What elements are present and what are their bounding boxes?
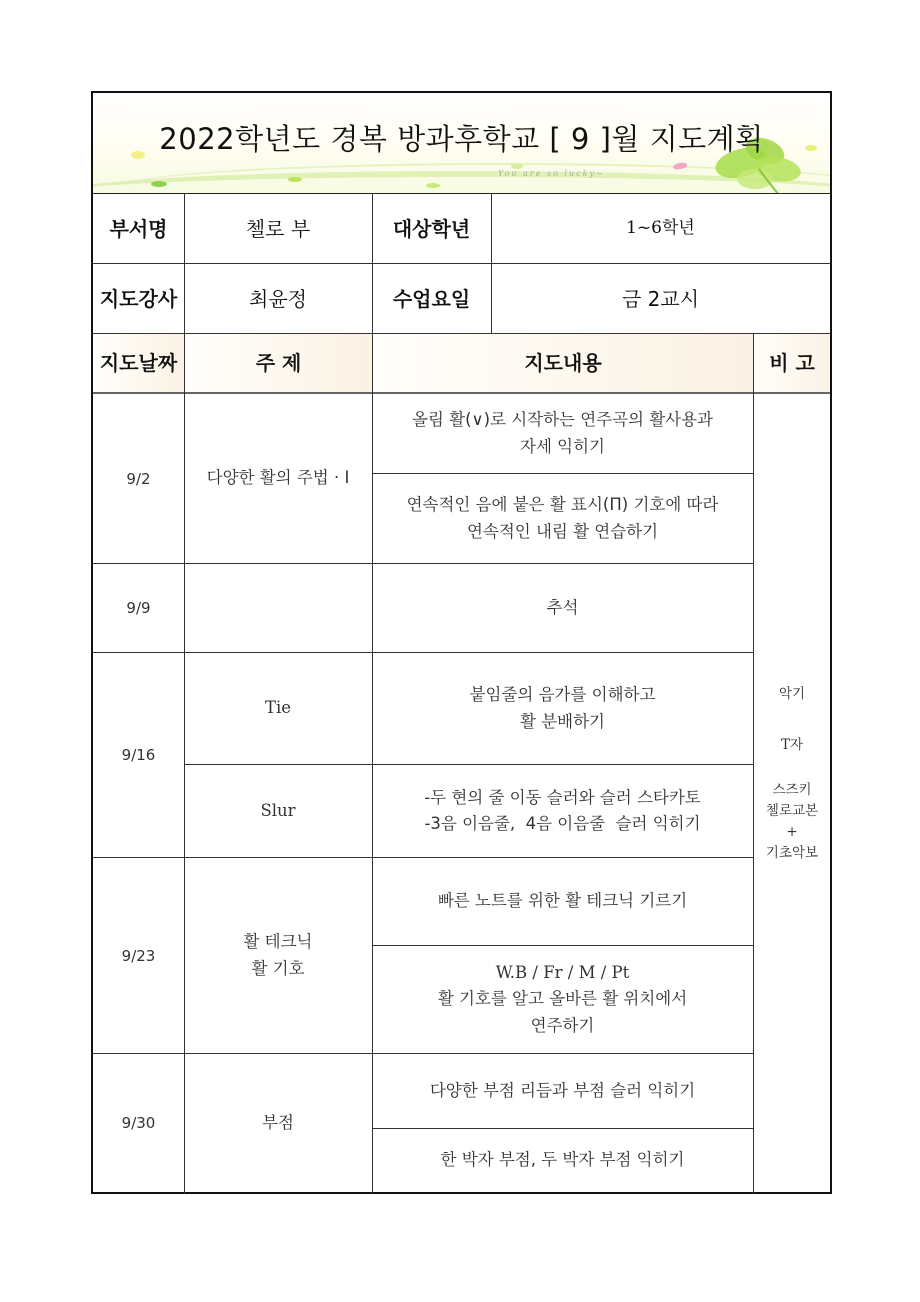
row-content (372, 474, 753, 563)
row-topic (184, 564, 372, 652)
department-value: 첼로 부 (245, 216, 311, 241)
note-line: 기초악보 (765, 844, 819, 861)
row-date: 9/9 (126, 599, 151, 617)
row-content (372, 653, 753, 764)
banner-script-text: You are so lucky~ (498, 169, 605, 178)
content-line: 활 기호를 알고 올바른 활 위치에서 (437, 989, 688, 1009)
row-date: 9/16 (121, 746, 156, 764)
row-content (372, 394, 753, 473)
topic-line: 활 테크닉 (243, 932, 313, 952)
row-date: 9/2 (126, 469, 151, 488)
row-content: 추석 (546, 597, 579, 617)
topic-line: 활 기호 (251, 958, 305, 978)
note-line: 악기 (778, 686, 806, 702)
banner-dot (288, 177, 302, 182)
row-content (372, 765, 753, 857)
column-header-date: 지도날짜 (93, 334, 184, 392)
row-date: 9/30 (121, 1114, 156, 1132)
note-line: 첼로교본 (765, 802, 819, 819)
row-topic: Tie (264, 698, 292, 718)
row-topic (184, 858, 372, 1053)
content-line: 올림 활(∨)로 시작하는 연주곡의 활사용과 (412, 410, 713, 430)
target-grade-label: 대상학년 (392, 216, 471, 241)
instructor-value: 최윤정 (249, 286, 307, 311)
target-grade-value: 1~6학년 (626, 217, 695, 238)
notes-cell (754, 394, 830, 1192)
content-line: 연속적인 음에 붙은 활 표시(Π) 기호에 따라 (406, 495, 719, 515)
content-line: W.B / Fr / M / Pt (495, 962, 630, 982)
content-line: 연주하기 (530, 1015, 595, 1035)
content-line: -3음 이음줄, 4음 이음줄 슬러 익히기 (424, 814, 701, 833)
banner-dot (426, 183, 440, 188)
row-content: 다양한 부점 리듬과 부점 슬러 익히기 (429, 1080, 696, 1100)
lesson-plan-table (91, 91, 832, 1194)
department-label: 부서명 (109, 216, 168, 241)
note-line: + (786, 823, 798, 840)
content-line: 붙임줄의 음가를 이해하고 (469, 685, 656, 705)
content-line: 자세 익히기 (520, 436, 605, 456)
column-header-content: 지도내용 (373, 334, 753, 392)
content-line: 활 분배하기 (520, 711, 605, 731)
row-content: 빠른 노트를 위한 활 테크닉 기르기 (437, 891, 688, 911)
note-line: T자 (780, 736, 804, 753)
class-day-label: 수업요일 (392, 286, 471, 311)
content-line: -두 현의 줄 이동 슬러와 슬러 스타카토 (424, 787, 701, 807)
page-title: 2022학년도 경복 방과후학교 [ 9 ]월 지도계획 (159, 122, 764, 156)
row-content: 한 박자 부점, 두 박자 부점 익히기 (440, 1150, 685, 1170)
class-day-value: 금 2교시 (621, 286, 700, 311)
column-header-topic: 주 제 (185, 334, 372, 392)
banner-dot (151, 181, 167, 187)
note-line: 스즈키 (772, 781, 812, 798)
row-topic: Slur (260, 800, 296, 820)
row-content (372, 946, 753, 1053)
title-banner (93, 93, 830, 194)
row-topic: 다양한 활의 주법 · I (206, 468, 350, 488)
instructor-label: 지도강사 (99, 286, 178, 311)
row-topic: 부점 (262, 1112, 294, 1132)
column-header-note: 비 고 (754, 334, 830, 392)
row-date: 9/23 (121, 946, 156, 965)
content-line: 연속적인 내림 활 연습하기 (466, 521, 659, 541)
